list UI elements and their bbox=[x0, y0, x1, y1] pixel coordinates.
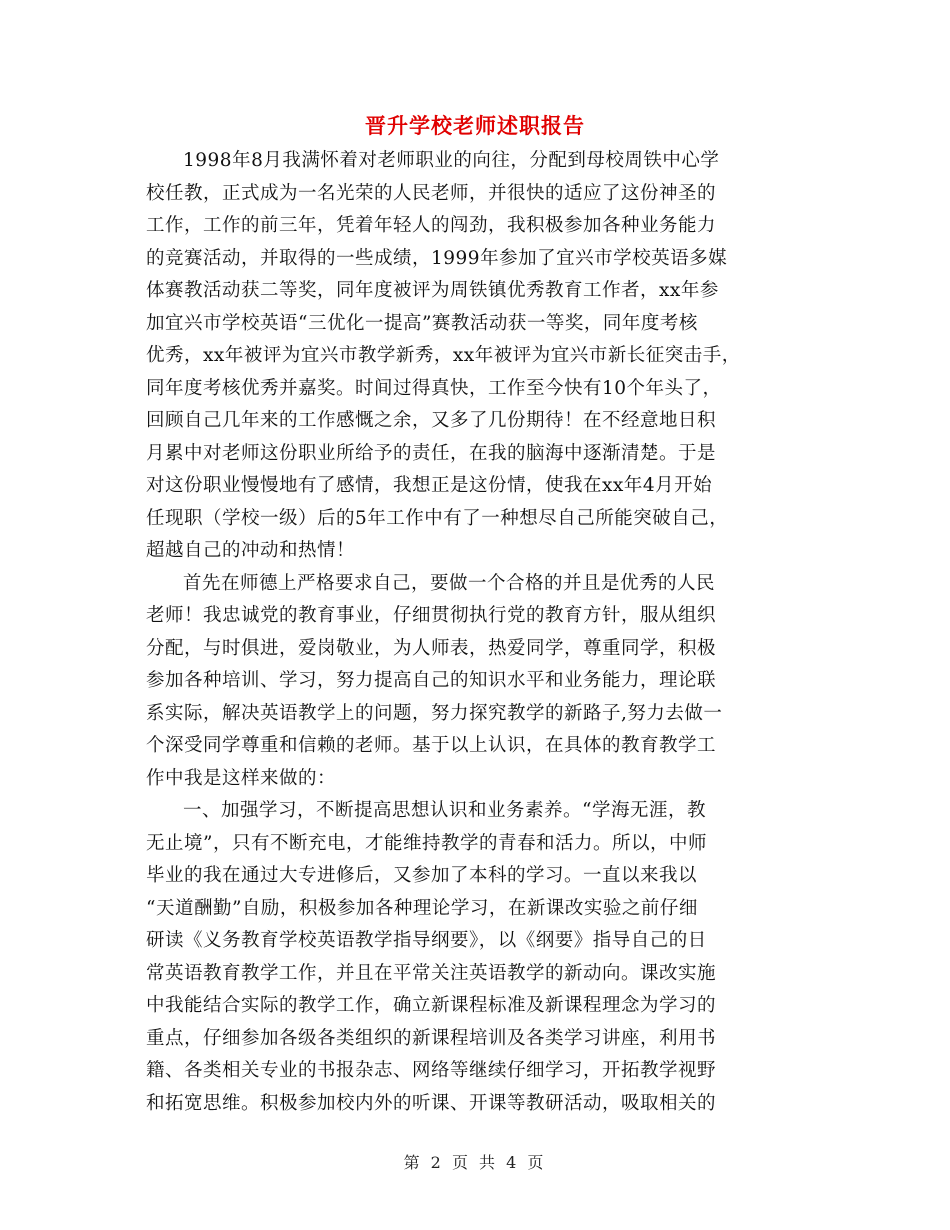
document-body bbox=[146, 145, 806, 1120]
paragraph-line: 分配，与时俱进，爱岗敬业，为人师表，热爱同学，尊重同学，积极 bbox=[146, 637, 717, 659]
paragraph-line: 同年度考核优秀并嘉奖。时间过得真快，工作至今快有10个年头了， bbox=[146, 377, 722, 399]
paragraph-line: 校任教，正式成为一名光荣的人民老师，并很快的适应了这份神圣的 bbox=[146, 182, 717, 204]
paragraph-line: 体赛教活动获二等奖，同年度被评为周铁镇优秀教育工作者，xx年参 bbox=[146, 280, 719, 301]
page-footer: 第 2 页 共 4 页 bbox=[403, 1153, 547, 1172]
paragraph-line: 无止境”，只有不断充电，才能维持教学的青春和活力。所以，中师 bbox=[146, 832, 707, 854]
paragraph-line: 一、加强学习，不断提高思想认识和业务素养。“学海无涯，教 bbox=[183, 800, 706, 821]
paragraph-line: 个深受同学尊重和信赖的老师。基于以上认识，在具体的教育教学工 bbox=[146, 735, 717, 756]
paragraph-line: 月累中对老师这份职业所给予的责任，在我的脑海中逐渐清楚。于是 bbox=[146, 442, 717, 464]
paragraph-line: 作中我是这样来做的： bbox=[146, 767, 337, 789]
paragraph-line: 参加各种培训、学习，努力提高自己的知识水平和业务能力，理论联 bbox=[146, 670, 717, 691]
paragraph-line: 的竞赛活动，并取得的一些成绩，1999年参加了宜兴市学校英语多媒 bbox=[146, 247, 728, 269]
paragraph-2 bbox=[146, 568, 806, 796]
paragraph-line: 回顾自己几年来的工作感慨之余，又多了几份期待！在不经意地日积 bbox=[146, 410, 717, 431]
paragraph-1 bbox=[146, 145, 806, 568]
paragraph-line: 工作，工作的前三年，凭着年轻人的闯劲，我积极参加各种业务能力 bbox=[146, 215, 717, 236]
paragraph-line: 超越自己的冲动和热情！ bbox=[146, 540, 356, 561]
paragraph-line: 优秀，xx年被评为宜兴市教学新秀，xx年被评为宜兴市新长征突击手， bbox=[146, 345, 741, 366]
paragraph-line: 籍、各类相关专业的书报杂志、网络等继续仔细学习，开拓教学视野 bbox=[146, 1060, 717, 1081]
paragraph-line: 对这份职业慢慢地有了感情，我想正是这份情，使我在xx年4月开始 bbox=[146, 475, 713, 496]
paragraph-line: 毕业的我在通过大专进修后，又参加了本科的学习。一直以来我以 bbox=[146, 865, 698, 886]
paragraph-3 bbox=[146, 795, 806, 1120]
paragraph-line: 重点，仔细参加各级各类组织的新课程培训及各类学习讲座，利用书 bbox=[146, 1027, 717, 1049]
paragraph-line: 首先在师德上严格要求自己，要做一个合格的并且是优秀的人民 bbox=[183, 572, 716, 594]
paragraph-line: 1998年8月我满怀着对老师职业的向往，分配到母校周铁中心学 bbox=[183, 150, 720, 171]
document-title: 晋升学校老师述职报告 bbox=[365, 113, 585, 138]
paragraph-line: 任现职（学校一级）后的5年工作中有了一种想尽自己所能突破自己， bbox=[146, 507, 729, 529]
paragraph-line: “天道酬勤”自励，积极参加各种理论学习，在新课改实验之前仔细 bbox=[146, 897, 698, 919]
paragraph-line: 常英语教育教学工作，并且在平常关注英语教学的新动向。课改实施 bbox=[146, 962, 717, 984]
paragraph-line: 研读《义务教育学校英语教学指导纲要》，以《纲要》指导自己的日 bbox=[146, 930, 707, 951]
paragraph-line: 老师！我忠诚党的教育事业，仔细贯彻执行党的教育方针，服从组织 bbox=[146, 605, 717, 626]
paragraph-line: 和拓宽思维。积极参加校内外的听课、开课等教研活动，吸取相关的 bbox=[146, 1092, 717, 1114]
paragraph-line: 系实际，解决英语教学上的问题，努力探究教学的新路子,努力去做一 bbox=[146, 702, 723, 724]
paragraph-line: 加宜兴市学校英语“三优化一提高”赛教活动获一等奖，同年度考核 bbox=[146, 312, 698, 334]
paragraph-line: 中我能结合实际的教学工作，确立新课程标准及新课程理念为学习的 bbox=[146, 995, 717, 1016]
